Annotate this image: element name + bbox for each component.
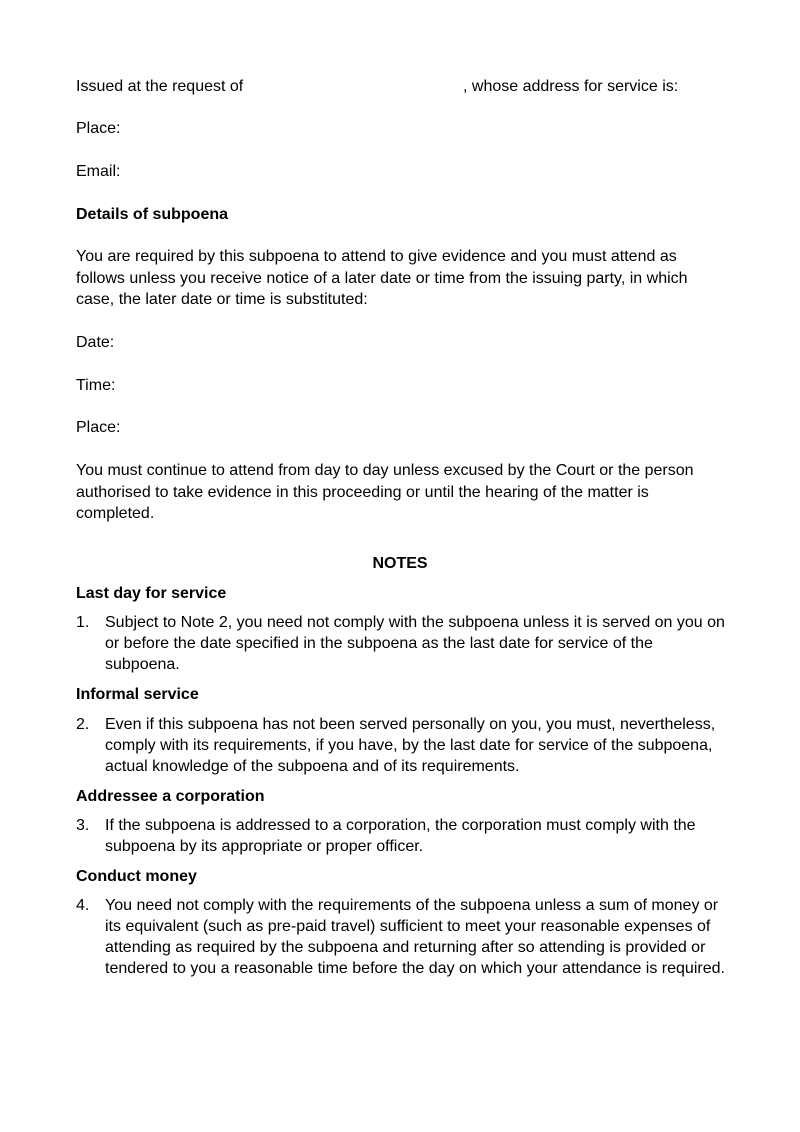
note-heading: Conduct money [76, 868, 197, 885]
note-number: 2. [76, 716, 90, 733]
details-intro-paragraph: You are required by this subpoena to attend to give evidence and you must attend as follows unless you receive notice of a later date or time from the issuing party, in which case, the later date or time is substituted: [76, 248, 688, 308]
note-heading: Last day for service [76, 585, 227, 602]
details-place-label: Place: [76, 419, 121, 436]
note-heading: Informal service [76, 686, 199, 703]
note-text: Even if this subpoena has not been served personally on you, you must, nevertheless, comply with its requirements, if you have, by the last date for service of the subpoena, actual knowledge of the subpoena and of its requirements. [105, 716, 716, 775]
note-number: 4. [76, 897, 90, 914]
place-label: Place: [76, 120, 121, 137]
issued-at-request-label: Issued at the request of [76, 78, 244, 95]
date-label: Date: [76, 334, 115, 351]
continue-attendance-paragraph: You must continue to attend from day to day unless excused by the Court or the person authorised to take evidence in this proceeding or until the hearing of the matter is completed. [76, 462, 694, 522]
note-item [76, 612, 726, 675]
email-label: Email: [76, 163, 121, 180]
note-heading: Addressee a corporation [76, 788, 265, 805]
details-heading: Details of subpoena [76, 206, 229, 223]
note-number: 3. [76, 817, 90, 834]
note-item [76, 714, 726, 777]
notes-title: NOTES [372, 555, 428, 572]
note-text: Subject to Note 2, you need not comply with the subpoena unless it is served on you on or before the date specified in the subpoena as the last date for service of the subpoena. [105, 614, 725, 673]
note-text: You need not comply with the requirements of the subpoena unless a sum of money or its equivalent (such as pre-paid travel) sufficient to meet your reasonable expenses of attending as required by the subpoena and returning after so attending is provided or tendered to you a reasonable time before the day on which your attendance is required. [105, 897, 725, 977]
address-for-service-label: , whose address for service is: [463, 78, 679, 95]
note-item [76, 815, 726, 857]
time-label: Time: [76, 377, 116, 394]
note-item [76, 895, 726, 979]
note-number: 1. [76, 614, 90, 631]
note-text: If the subpoena is addressed to a corporation, the corporation must comply with the subpoena by its appropriate or proper officer. [105, 817, 696, 855]
